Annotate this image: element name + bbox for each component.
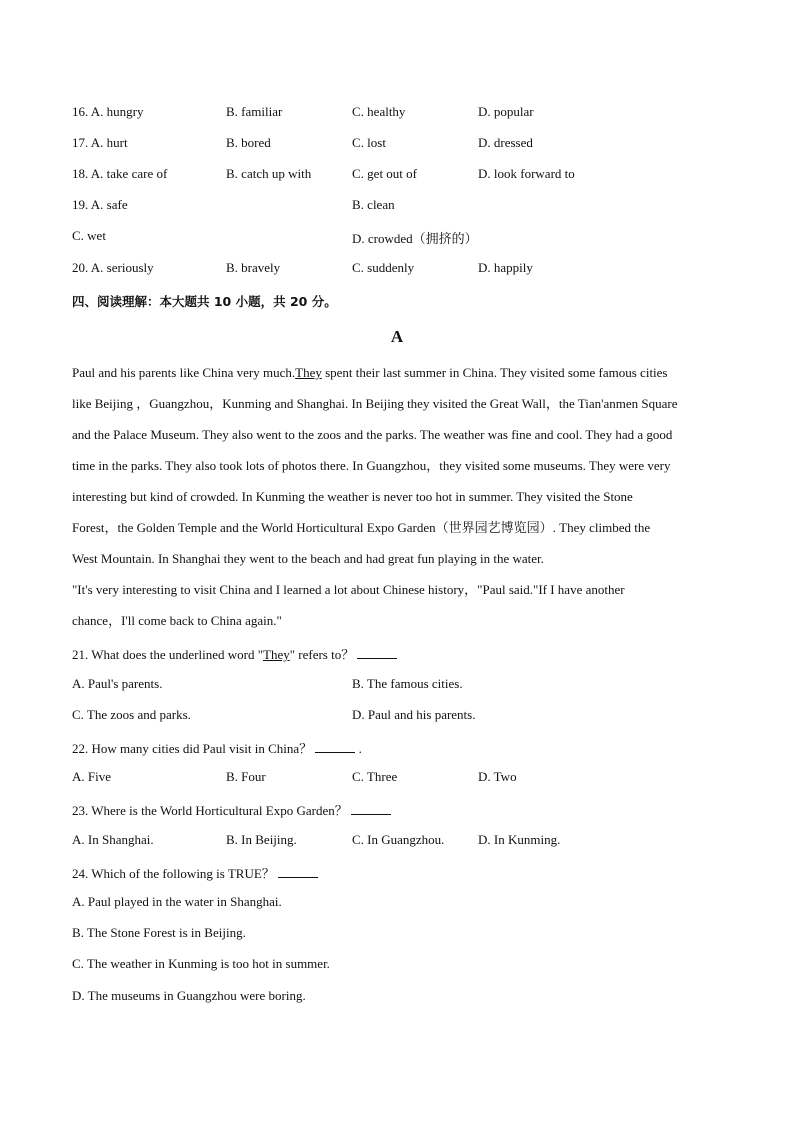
option-text: A. Paul played in the water in Shanghai. — [72, 894, 282, 909]
answer-blank[interactable] — [351, 802, 391, 815]
option-text: 16. A. hungry — [72, 104, 144, 119]
option-text: B. In Beijing. — [226, 832, 297, 847]
passage-title: A — [390, 327, 404, 346]
option-text: C. suddenly — [352, 260, 415, 275]
option-text: D. popular — [478, 104, 534, 119]
option-text: D. Two — [478, 769, 517, 784]
option-text: B. bored — [226, 135, 271, 150]
underlined-word: They — [263, 647, 290, 662]
passage-text: Paul and his parents like China very much. — [72, 365, 296, 380]
passage-body — [72, 357, 732, 636]
question-text: 24. Which of the following is TRUE？ — [72, 866, 275, 881]
passage-line: interesting but kind of crowded. In Kunming the weather is never too hot in summer. They visited the Stone — [72, 489, 633, 504]
question-23-stem — [72, 800, 391, 819]
section-heading: 四、阅读理解：本大题共 10 小题，共 20 分。 — [72, 294, 337, 309]
option-text: C. Three — [352, 769, 398, 784]
punctuation: . — [355, 741, 362, 756]
passage-line: "It's very interesting to visit China and I learned a lot about Chinese history，"Paul said."If I have another — [72, 582, 625, 597]
passage-line: chance，I'll come back to China again." — [72, 613, 282, 628]
option-text: D. The museums in Guangzhou were boring. — [72, 988, 306, 1003]
option-text: B. catch up with — [226, 166, 312, 181]
question-text: 23. Where is the World Horticultural Expo Garden？ — [72, 803, 348, 818]
option-text: C. healthy — [352, 104, 406, 119]
underlined-word: They — [295, 365, 322, 380]
question-24-stem — [72, 863, 318, 882]
passage-line: like Beijing ，Guangzhou，Kunming and Shanghai. In Beijing they visited the Great Wall，the Tian'anmen Square — [72, 396, 678, 411]
passage-text: spent their last summer in China. They visited some famous cities — [321, 365, 668, 380]
option-text: C. get out of — [352, 166, 417, 181]
option-text: 17. A. hurt — [72, 135, 128, 150]
option-text: A. Paul's parents. — [72, 676, 163, 691]
option-text: B. The famous cities. — [352, 676, 463, 691]
question-text: 22. How many cities did Paul visit in China？ — [72, 741, 313, 756]
answer-blank[interactable] — [357, 646, 397, 659]
option-text: D. In Kunming. — [478, 832, 561, 847]
option-text: B. bravely — [226, 260, 281, 275]
option-text: C. lost — [352, 135, 386, 150]
option-text: D. look forward to — [478, 166, 575, 181]
question-22-stem — [72, 738, 362, 757]
option-text: A. In Shanghai. — [72, 832, 154, 847]
option-text: D. happily — [478, 260, 533, 275]
option-text: C. In Guangzhou. — [352, 832, 445, 847]
passage-line: time in the parks. They also took lots of photos there. In Guangzhou，they visited some museums. They were very — [72, 458, 671, 473]
option-text: B. Four — [226, 769, 266, 784]
option-text: C. wet — [72, 228, 106, 243]
option-text: C. The zoos and parks. — [72, 707, 191, 722]
answer-blank[interactable] — [315, 740, 355, 753]
question-text: 21. What does the underlined word " — [72, 647, 263, 662]
option-text: D. Paul and his parents. — [352, 707, 476, 722]
option-text: 20. A. seriously — [72, 260, 154, 275]
option-text: D. dressed — [478, 135, 533, 150]
option-text: D. crowded（拥挤的） — [352, 231, 478, 246]
option-text: 19. A. safe — [72, 197, 128, 212]
option-text: 18. A. take care of — [72, 166, 168, 181]
option-text: B. familiar — [226, 104, 283, 119]
passage-line: West Mountain. In Shanghai they went to the beach and had great fun playing in the water. — [72, 551, 544, 566]
option-text: B. clean — [352, 197, 395, 212]
question-21-stem — [72, 644, 397, 663]
passage-line: Forest，the Golden Temple and the World Horticultural Expo Garden（世界园艺博览园）. They climbed the — [72, 520, 651, 535]
question-text: " refers to？ — [289, 647, 355, 662]
answer-blank[interactable] — [278, 865, 318, 878]
passage-line: and the Palace Museum. They also went to the zoos and the parks. The weather was fine and cool. They had a good — [72, 427, 673, 442]
passage-line — [72, 357, 732, 388]
option-text: C. The weather in Kunming is too hot in summer. — [72, 956, 330, 971]
option-text: B. The Stone Forest is in Beijing. — [72, 925, 246, 940]
option-text: A. Five — [72, 769, 111, 784]
